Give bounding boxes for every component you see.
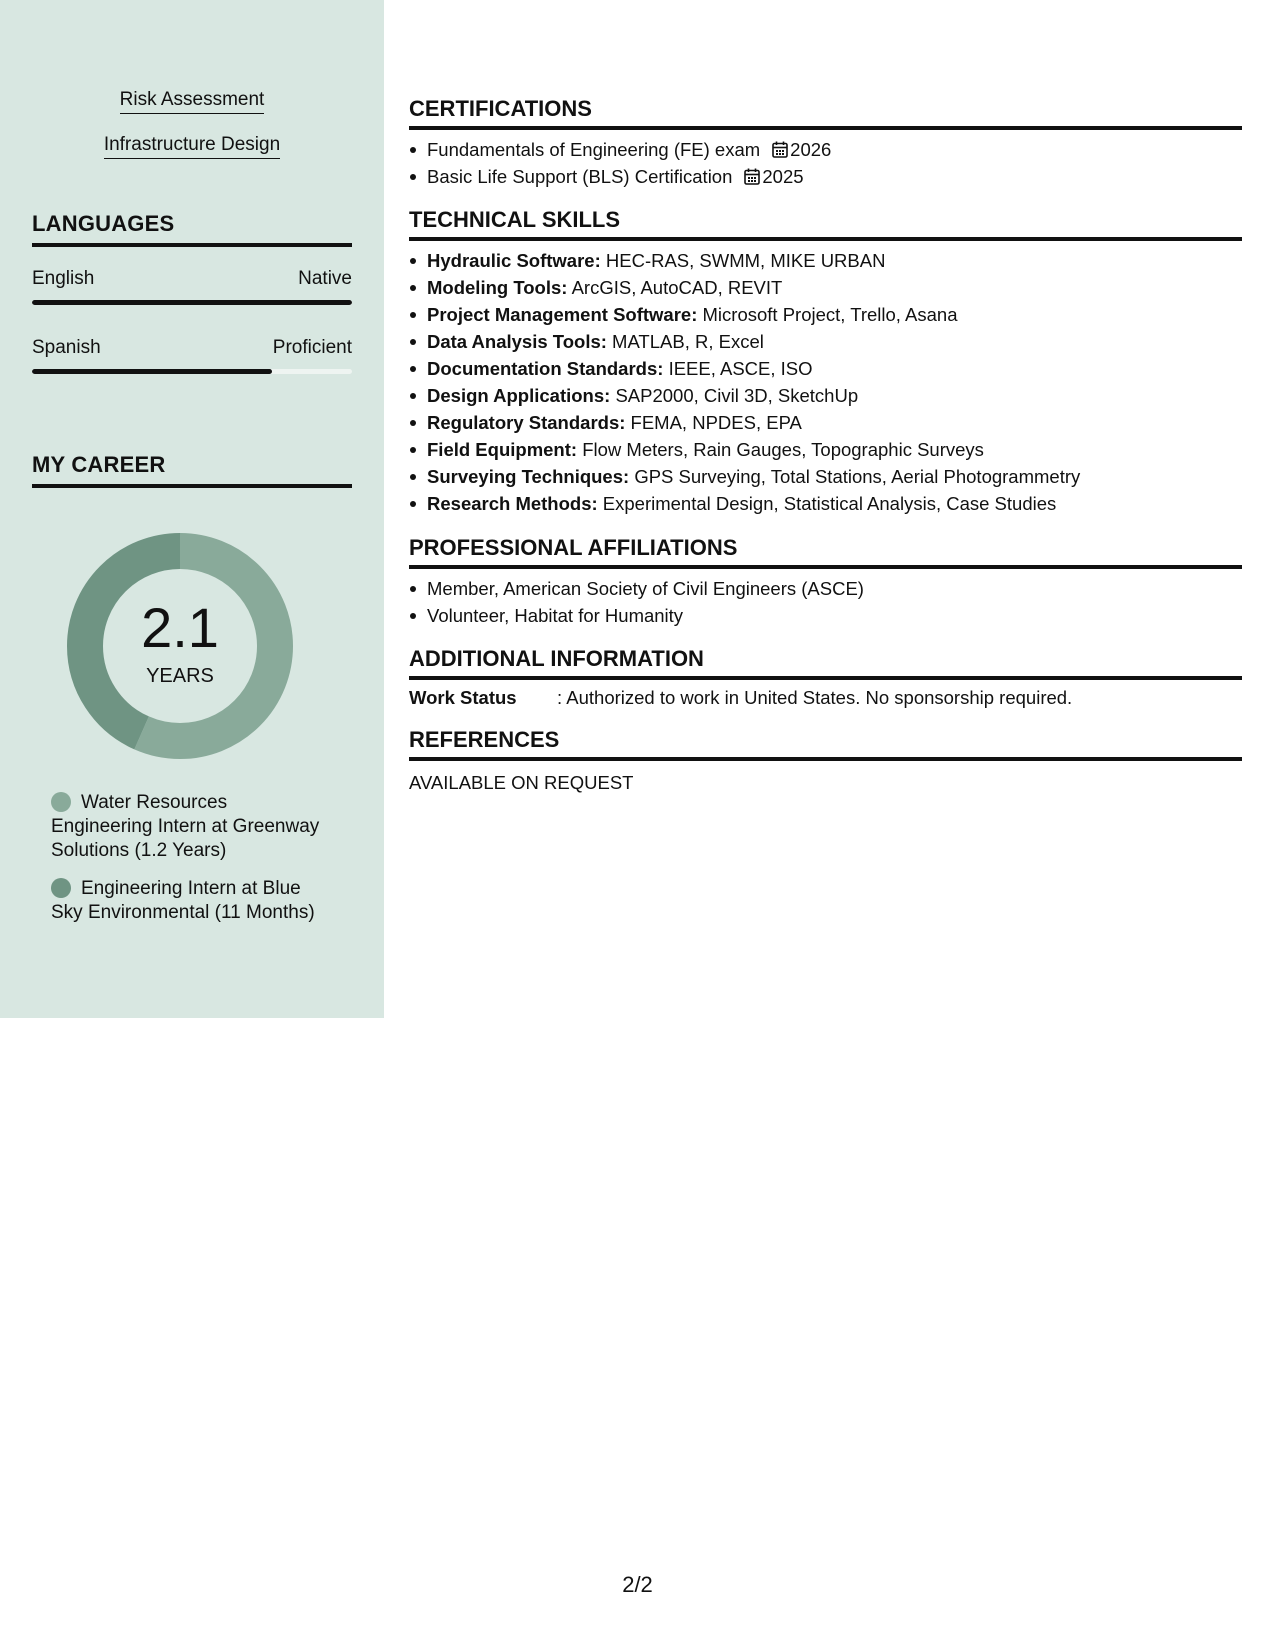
career-item-greenway [51, 791, 331, 863]
page-number: 2/2 [622, 1572, 653, 1597]
certifications-list [427, 136, 1247, 190]
career-total-years: 2.1 [141, 596, 219, 659]
affiliation-item: Volunteer, Habitat for Humanity [427, 602, 1247, 629]
language-bar-fill [32, 369, 272, 374]
calendar-icon [772, 141, 788, 158]
language-level: Proficient [272, 337, 352, 358]
skill-item: Surveying Techniques: GPS Surveying, Total Stations, Aerial Photogrammetry [427, 463, 1247, 490]
legend-dot [51, 878, 71, 898]
skill-link-infrastructure-design[interactable]: Infrastructure Design [0, 134, 384, 156]
additional-info-heading: ADDITIONAL INFORMATION [409, 646, 1242, 680]
skill-item: Regulatory Standards: FEMA, NPDES, EPA [427, 409, 1247, 436]
sidebar [0, 0, 384, 1018]
work-status-value: : Authorized to work in United States. No sponsorship required. [557, 687, 1073, 708]
technical-skills-heading: TECHNICAL SKILLS [409, 207, 1242, 241]
language-bar-spanish [32, 369, 352, 374]
language-row-english [32, 268, 352, 290]
skill-item: Field Equipment: Flow Meters, Rain Gauges, Topographic Surveys [427, 436, 1247, 463]
skill-item: Design Applications: SAP2000, Civil 3D, SketchUp [427, 382, 1247, 409]
references-text: AVAILABLE ON REQUEST [409, 772, 634, 793]
career-item-blue-sky [51, 877, 331, 925]
work-status-label: Work Status [409, 687, 517, 708]
affiliations-list [427, 575, 1247, 629]
skill-item: Research Methods: Experimental Design, Statistical Analysis, Case Studies [427, 490, 1247, 517]
certification-item: Basic Life Support (BLS) Certification 2025 [427, 163, 1247, 190]
certification-item: Fundamentals of Engineering (FE) exam 2026 [427, 136, 1247, 163]
languages-heading: LANGUAGES [32, 211, 352, 247]
language-name: English [32, 268, 95, 289]
language-bar-fill [32, 300, 352, 305]
skill-item: Documentation Standards: IEEE, ASCE, ISO [427, 355, 1247, 382]
career-heading: MY CAREER [32, 452, 352, 488]
language-name: Spanish [32, 337, 101, 358]
references-heading: REFERENCES [409, 727, 1242, 761]
legend-dot [51, 792, 71, 812]
career-item-label: Engineering Intern at Blue Sky Environmental (11 Months) [51, 878, 315, 923]
calendar-icon [744, 168, 760, 185]
skill-item: Modeling Tools: ArcGIS, AutoCAD, REVIT [427, 274, 1247, 301]
affiliation-item: Member, American Society of Civil Engineers (ASCE) [427, 575, 1247, 602]
skill-item: Data Analysis Tools: MATLAB, R, Excel [427, 328, 1247, 355]
technical-skills-list [427, 247, 1247, 517]
career-total-unit: YEARS [146, 665, 214, 687]
language-row-spanish [32, 337, 352, 359]
skill-item: Hydraulic Software: HEC-RAS, SWMM, MIKE URBAN [427, 247, 1247, 274]
language-bar-english [32, 300, 352, 305]
career-item-label: Water Resources Engineering Intern at Greenway Solutions (1.2 Years) [51, 792, 320, 861]
certifications-heading: CERTIFICATIONS [409, 96, 1242, 130]
skill-link-risk-assessment[interactable]: Risk Assessment [0, 89, 384, 111]
affiliations-heading: PROFESSIONAL AFFILIATIONS [409, 535, 1242, 569]
skill-item: Project Management Software: Microsoft Project, Trello, Asana [427, 301, 1247, 328]
language-level: Native [298, 268, 352, 289]
